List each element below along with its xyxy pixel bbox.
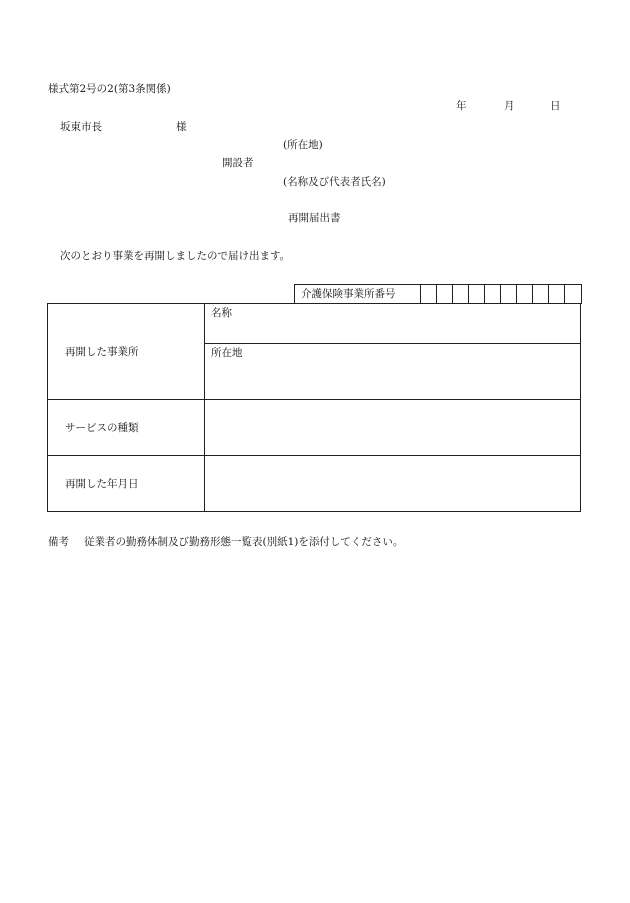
addressee: 坂東市長	[60, 121, 102, 133]
table-row-office	[48, 304, 580, 400]
office-number-digit-3[interactable]	[453, 285, 469, 304]
office-number-digit-7[interactable]	[517, 285, 533, 304]
reopening-details-table	[47, 303, 581, 512]
office-number-digit-8[interactable]	[533, 285, 549, 304]
reopen-date-label: 再開した年月日	[48, 456, 205, 511]
operator-address-label: (所在地)	[283, 139, 323, 151]
office-number-digit-4[interactable]	[469, 285, 485, 304]
office-row-body	[205, 304, 580, 399]
date-year-label: 年	[456, 100, 467, 112]
office-location-label: 所在地	[211, 347, 243, 359]
date-day-label: 日	[550, 100, 561, 112]
table-row-service-type	[48, 400, 580, 456]
operator-name-label: (名称及び代表者氏名)	[283, 176, 386, 188]
service-type-label: サービスの種類	[48, 400, 205, 455]
office-row-label: 再開した事業所	[48, 304, 205, 399]
service-type-field[interactable]	[205, 400, 580, 455]
office-number-digit-1[interactable]	[421, 285, 437, 304]
office-location-field[interactable]	[205, 344, 580, 399]
reopen-date-field[interactable]	[205, 456, 580, 511]
table-row-reopen-date	[48, 456, 580, 511]
office-name-label: 名称	[211, 307, 232, 319]
office-name-field[interactable]	[205, 304, 580, 344]
form-number-label: 様式第2号の2(第3条関係)	[48, 83, 171, 95]
office-number-digit-2[interactable]	[437, 285, 453, 304]
office-number-digit-5[interactable]	[485, 285, 501, 304]
date-month-label: 月	[504, 100, 515, 112]
office-number-digit-10[interactable]	[565, 285, 581, 304]
operator-label: 開設者	[222, 157, 254, 169]
remarks-text: 従業者の勤務体制及び勤務形態一覧表(別紙1)を添付してください。	[84, 536, 404, 548]
document-title: 再開届出書	[288, 212, 341, 224]
addressee-honorific: 様	[176, 121, 187, 133]
intro-text: 次のとおり事業を再開しましたので届け出ます。	[60, 250, 291, 262]
office-number-box	[294, 284, 582, 304]
office-number-digit-9[interactable]	[549, 285, 565, 304]
office-number-digit-6[interactable]	[501, 285, 517, 304]
remarks-label: 備考	[48, 536, 69, 548]
office-number-label: 介護保険事業所番号	[295, 285, 421, 304]
